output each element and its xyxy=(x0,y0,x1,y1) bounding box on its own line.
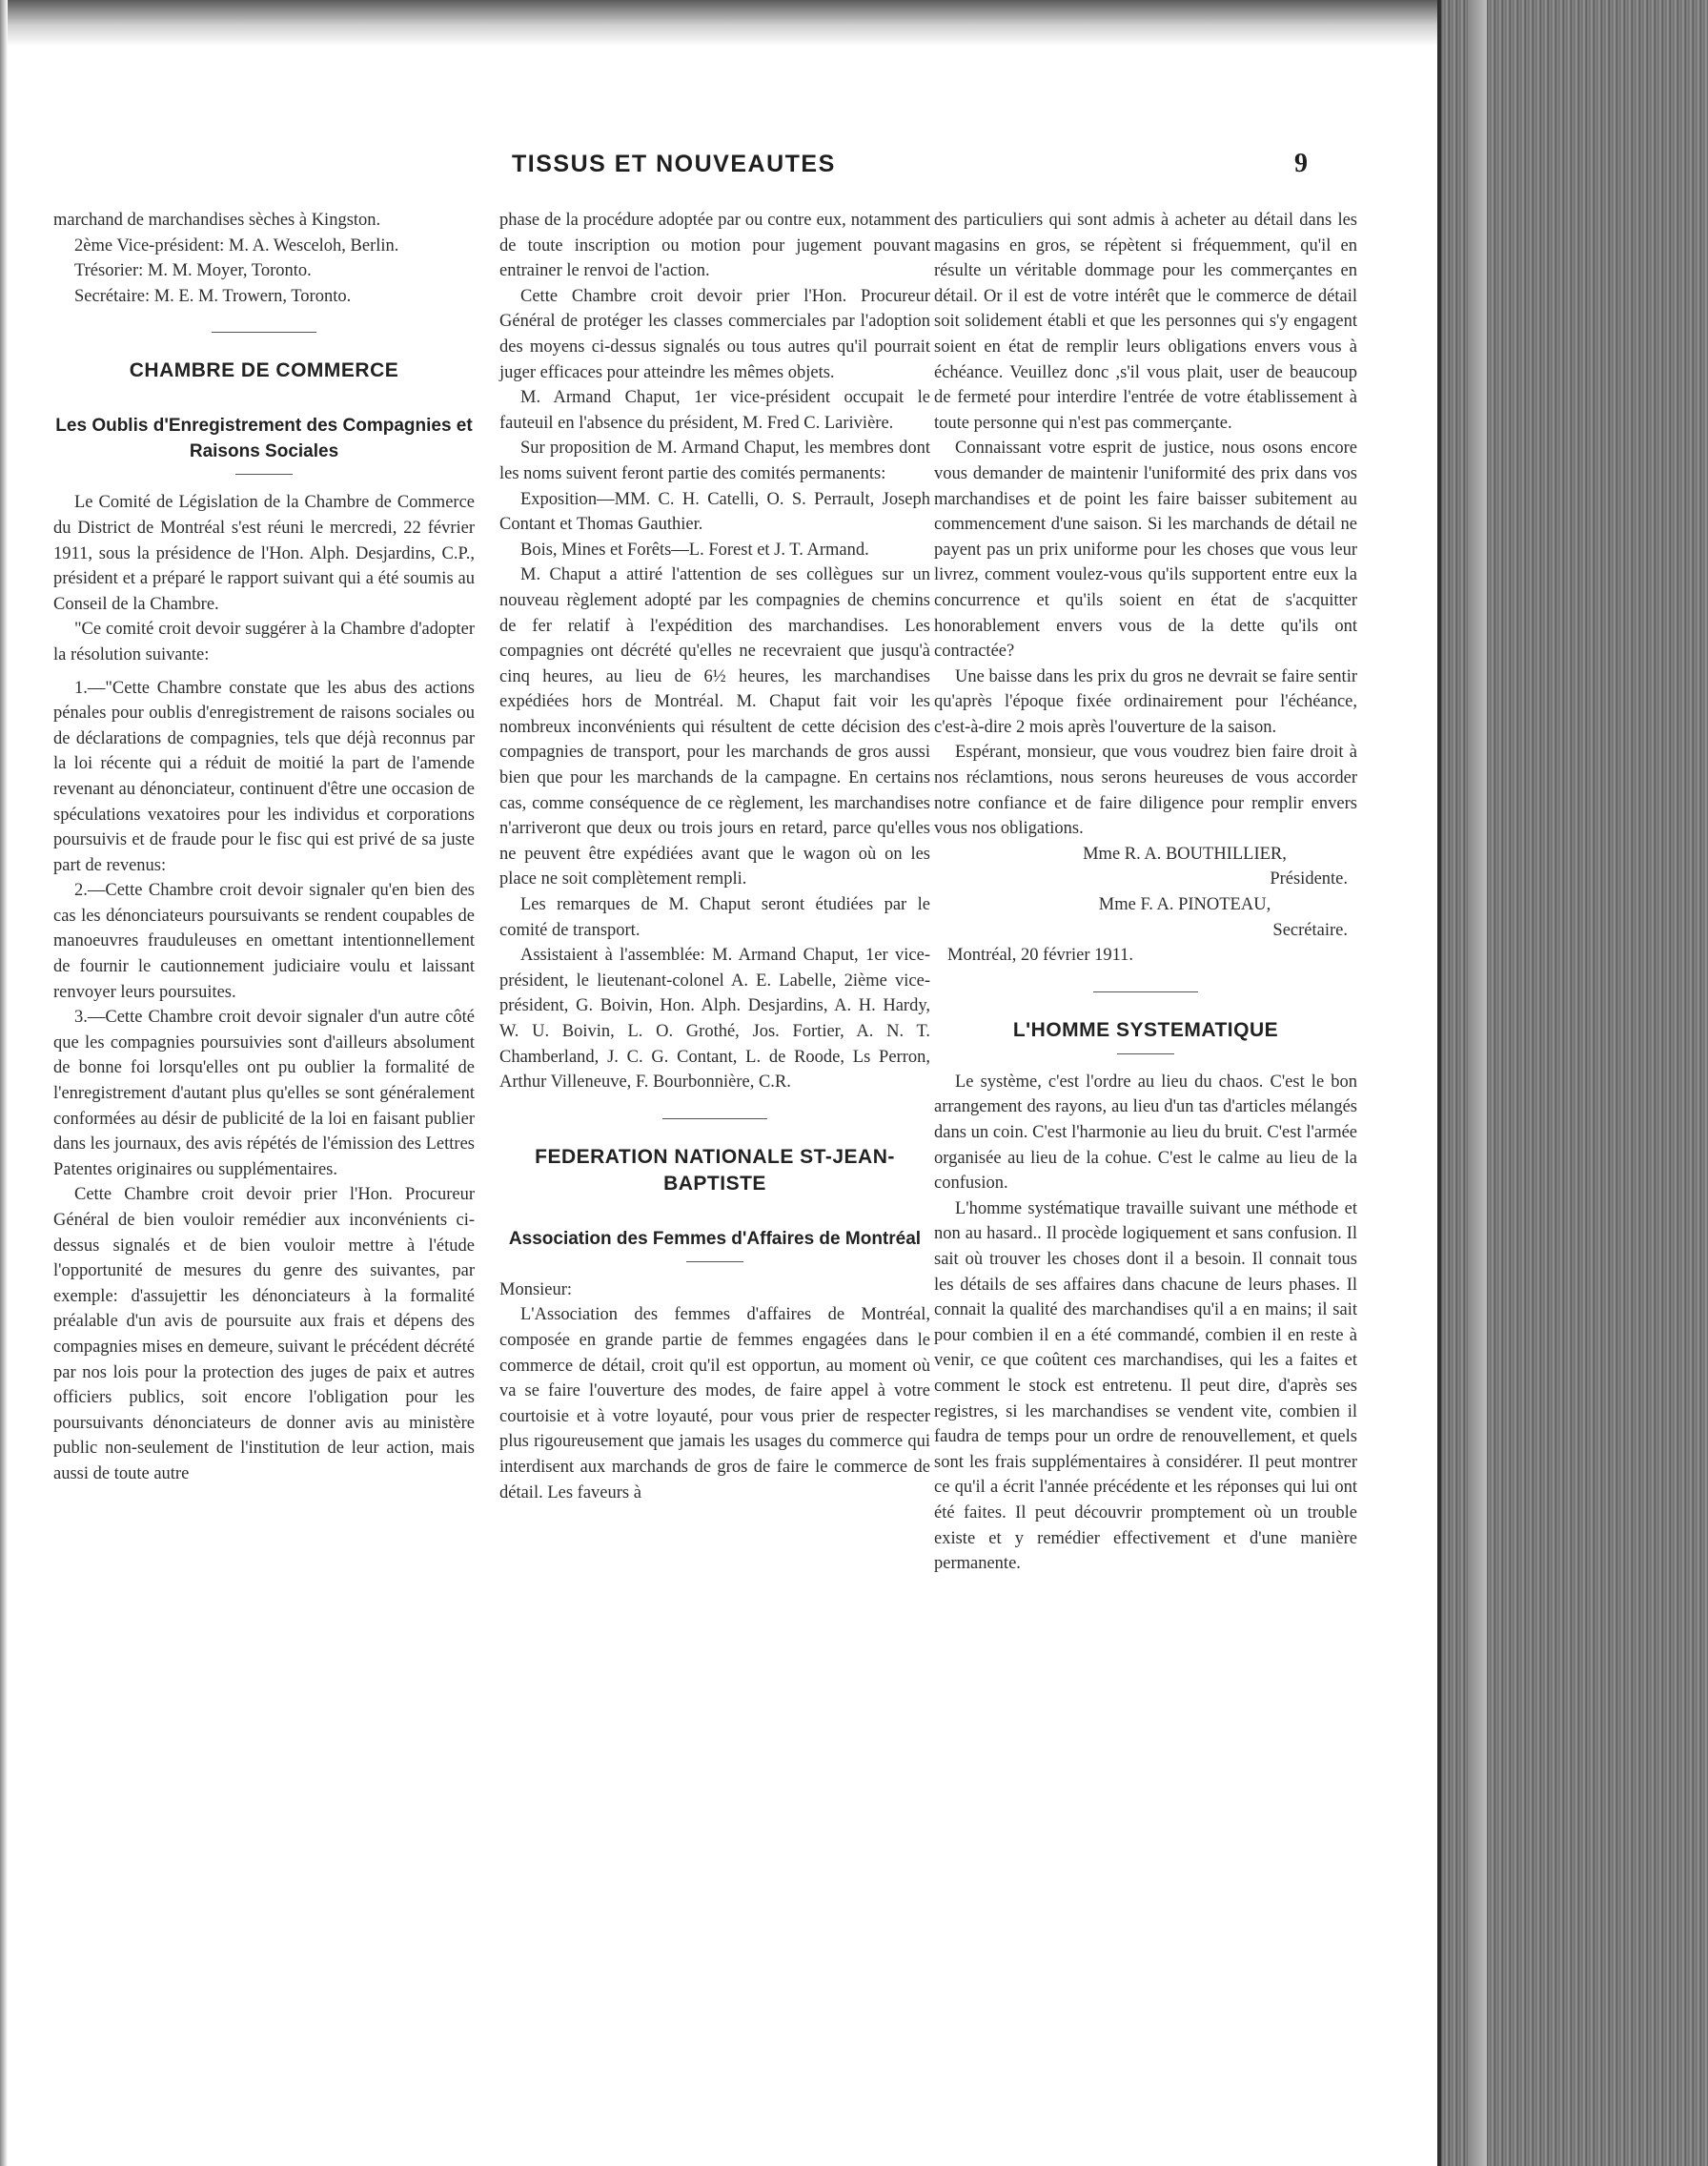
paragraph: Cette Chambre croit devoir prier l'Hon. Procureur Général de protéger les classes commerciales par l'adoption des moyens ci-dessus signalés ou tous autres qu'il pourrait juger efficaces pour atteindre les mêmes objets. xyxy=(499,286,930,382)
signature-block xyxy=(934,842,1357,969)
paragraph: M. Armand Chaput, 1er vice-président occupait le fauteuil en l'absence du président, M. Fred C. Larivière. xyxy=(499,388,930,433)
intro-line: Secrétaire: M. E. M. Trowern, Toronto. xyxy=(74,286,352,306)
paragraph: 3.—Cette Chambre croit devoir signaler d'un autre côté que les compagnies poursuivies sont d'ailleurs absolument de bonne foi lorsqu'elles ont pu oublier la formalité de l'enregistrement d'autant plus qu'elles se sont généralement conformées au désir de publicité de la loi en faisant publier dans les journaux, des avis répétés de l'émission des Lettres Patentes originaires ou supplémentaires. xyxy=(53,1008,475,1179)
section-title-chambre: CHAMBRE DE COMMERCE xyxy=(129,359,399,382)
paragraph: L'Association des femmes d'affaires de Montréal, composée en grande partie de femmes engagées dans le commerce de détail, croit qu'il est opportun, au moment où va se faire l'ouverture des modes, de faire appel à votre courtoisie et à votre loyauté, pour vous prier de respecter plus rigoureusement que jamais les usages du commerce qui interdisent aux marchands de gros de faire le commerce de détail. Les faveurs à xyxy=(499,1305,930,1502)
title-rule xyxy=(1117,1053,1174,1054)
paragraph: Exposition—MM. C. H. Catelli, O. S. Perrault, Joseph Contant et Thomas Gauthier. xyxy=(499,489,930,535)
paragraph: 1.—"Cette Chambre constate que les abus des actions pénales pour oublis d'enregistrement de raisons sociales ou de déclarations de compagnies, tels que déjà reconnus par la loi récente qui a réduit de moitié la part de l'amende revenant au dénonciateur, continuent d'être une occasion de spéculations vexatoires pour les individus et corporations poursuivis et de fraude pour le fisc qui est privé de sa juste part de revenus: xyxy=(53,678,475,875)
paragraph: M. Chaput a attiré l'attention de ses collègues sur un nouveau règlement adopté par les compagnies de chemins de fer relatif à l'expédition des marchandises. Les compagnies ont décrété qu'elles ne recevraient que jusqu'à cinq heures, au lieu de 6½ heures, les marchandises expédiées hors de Montréal. M. Chaput fait voir les nombreux inconvénients qui résultent de cette décision des compagnies de transport, pour les marchands de gros aussi bien que pour les marchands de la campagne. En certains cas, comme conséquence de ce règlement, les marchandises n'arriveront que deux ou trois jours en retard, parce qu'elles ne peuvent être expédiées avant que le wagon où on les place ne soit complètement rempli. xyxy=(499,565,930,889)
paragraph: L'homme systématique travaille suivant une méthode et non au hasard.. Il procède logiquement et sans confusion. Il sait où trouver les choses dont il a besoin. Il connait tous les détails de ses affaires dans chacune de leurs phases. Il connait la qualité des marchandises qu'il a en mains; il sait pour combien il en a été commandé, combien il en reste à venir, ce que coûtent ces marchandises, qui les a faites et comment le stock est entretenu. Il peut dire, d'après ses registres, si les marchandises se vendent vite, combien il faudra de temps pour un ordre de renouvellement, et quels sont les frais supplémentaires à considérer. Il peut montrer ce qu'il a écrit l'année précédente et les réponses qui lui ont été faites. Il peut découvrir promptement où un trouble existe et y remédier effectivement et d'une manière permanente. xyxy=(934,1198,1357,1574)
sub-title-oublis: Les Oublis d'Enregistrement des Compagnies et Raisons Sociales xyxy=(55,416,473,462)
section-divider xyxy=(662,1118,767,1119)
paragraph: Sur proposition de M. Armand Chaput, les membres dont les noms suivent feront partie des comités permanents: xyxy=(499,439,930,483)
page-left-edge xyxy=(0,0,8,2166)
sub-title-association: Association des Femmes d'Affaires de Montréal xyxy=(508,1228,922,1249)
signatory-role: Secrétaire. xyxy=(1272,920,1348,940)
paragraph: Cette Chambre croit devoir prier l'Hon. Procureur Général de bien vouloir remédier aux inconvénients ci-dessus signalés et de bien vouloir mettre à l'étude l'opportunité de mesures du genre des suivantes, par exemple: d'assujettir les dénonciateurs à la formalité préalable d'un avis de poursuite aux frais et dépens des compagnies mises en demeure, suivant le précédent décrété par nos lois pour la protection des juges de paix et autres officiers publics, soit encore l'obligation pour les poursuivants dénonciateurs de donner avis au ministère public non-seulement de l'institution de leur action, mais aussi de toute autre xyxy=(53,1185,475,1483)
paragraph: Bois, Mines et Forêts—L. Forest et J. T. Armand. xyxy=(520,540,869,560)
place-date: Montréal, 20 février 1911. xyxy=(947,946,1134,966)
signatory-name: Mme R. A. BOUTHILLIER, xyxy=(1083,844,1287,864)
intro-line: marchand de marchandises sèches à Kingston. xyxy=(53,211,381,230)
paragraph: Une baisse dans les prix du gros ne devrait se faire sentir qu'après l'époque fixée ordinairement pour l'échéance, c'est-à-dire 2 mois après l'ouverture de la saison. xyxy=(934,666,1357,737)
page-header xyxy=(38,151,1430,189)
section-divider xyxy=(212,332,316,333)
paragraph: Les remarques de M. Chaput seront étudiées par le comité de transport. xyxy=(499,895,930,940)
paragraph: "Ce comité croit devoir suggérer à la Chambre d'adopter la résolution suivante: xyxy=(53,620,475,664)
paragraph: Espérant, monsieur, que vous voudrez bien faire droit à nos réclamtions, nous serons heureuses de vous accorder notre confiance et de faire diligence pour remplir envers vous nos obligations. xyxy=(934,743,1357,839)
title-rule xyxy=(686,1261,743,1262)
intro-line: Trésorier: M. M. Moyer, Toronto. xyxy=(74,261,312,281)
column-3 xyxy=(934,208,1357,1577)
paragraph: Le Comité de Législation de la Chambre de Commerce du District de Montréal s'est réuni le mercredi, 22 février 1911, sous la présidence de l'Hon. Alph. Desjardins, C.P., président et a préparé le rapport suivant qui a été soumis au Conseil de la Chambre. xyxy=(53,493,475,614)
page-number: 9 xyxy=(1294,149,1308,178)
section-title-federation: FEDERATION NATIONALE ST-JEAN-BAPTISTE xyxy=(535,1145,895,1195)
section-title-homme: L'HOMME SYSTEMATIQUE xyxy=(1012,1018,1279,1041)
paragraph: Assistaient à l'assemblée: M. Armand Chaput, 1er vice-président, le lieutenant-colonel A. E. Labelle, 2ième vice-président, G. Boivin, Hon. Alph. Desjardins, A. H. Hardy, W. U. Boivin, L. O. Grothé, Jos. Fortier, A. N. T. Chamberland, J. C. G. Contant, L. de Roode, Ls Perron, Arthur Villeneuve, F. Bourbonnière, C.R. xyxy=(499,946,930,1093)
salutation: Monsieur: xyxy=(499,1279,573,1299)
paragraph: Le système, c'est l'ordre au lieu du chaos. C'est le bon arrangement des rayons, au lieu d'un tas d'articles mélangés dans un coin. C'est l'harmonie au lieu du bruit. C'est l'armée organisée au lieu de la cohue. C'est le calme au lieu de la confusion. xyxy=(934,1072,1357,1194)
section-divider xyxy=(1093,991,1198,992)
signatory-name: Mme F. A. PINOTEAU, xyxy=(1098,895,1271,915)
paragraph: Connaissant votre esprit de justice, nous osons encore vous demander de maintenir l'uniformité des prix dans vos marchandises et de point les faire baisser subitement au commencement d'une saison. Si les marchands de détail ne payent pas un prix uniforme pour les choses que vous leur livrez, comment voulez-vous qu'ils supportent entre eux la concurrence et qu'ils soient en état de s'acquitter honorablement envers vous de la dette qu'ils ont contractée? xyxy=(934,439,1357,662)
journal-title: TISSUS ET NOUVEAUTES xyxy=(512,151,836,177)
paragraph: phase de la procédure adoptée par ou contre eux, notamment de toute inscription ou motion pour jugement pouvant entrainer le renvoi de l'action. xyxy=(499,211,930,281)
column-1 xyxy=(53,208,475,1487)
title-rule xyxy=(235,474,293,475)
intro-line: 2ème Vice-président: M. A. Wesceloh, Berlin. xyxy=(74,235,399,255)
journal-page xyxy=(38,57,1430,2135)
paragraph: des particuliers qui sont admis à acheter au détail dans les magasins en gros, se répètent si fréquemment, qu'il en résulte un véritable dommage pour les commerçantes en détail. Or il est de votre intérêt que le commerce de détail soit solidement établi et que les personnes qui s'y engagent soient en état de remplir leurs obligations envers vous à échéance. Veuillez donc ,s'il vous plait, user de beaucoup de fermeté pour interdire l'entrée de votre établissement à toute personne qui n'est pas commerçante. xyxy=(934,211,1357,433)
paragraph: 2.—Cette Chambre croit devoir signaler qu'en bien des cas les dénonciateurs poursuivants se rendent coupables de manoeuvres frauduleuses en omettant intentionnellement de fournir le cautionnement judiciaire voulu et laissant renvoyer leurs poursuites. xyxy=(53,881,475,1002)
book-gutter xyxy=(1468,0,1487,2166)
column-2 xyxy=(499,208,930,1505)
signatory-role: Présidente. xyxy=(1270,869,1348,889)
